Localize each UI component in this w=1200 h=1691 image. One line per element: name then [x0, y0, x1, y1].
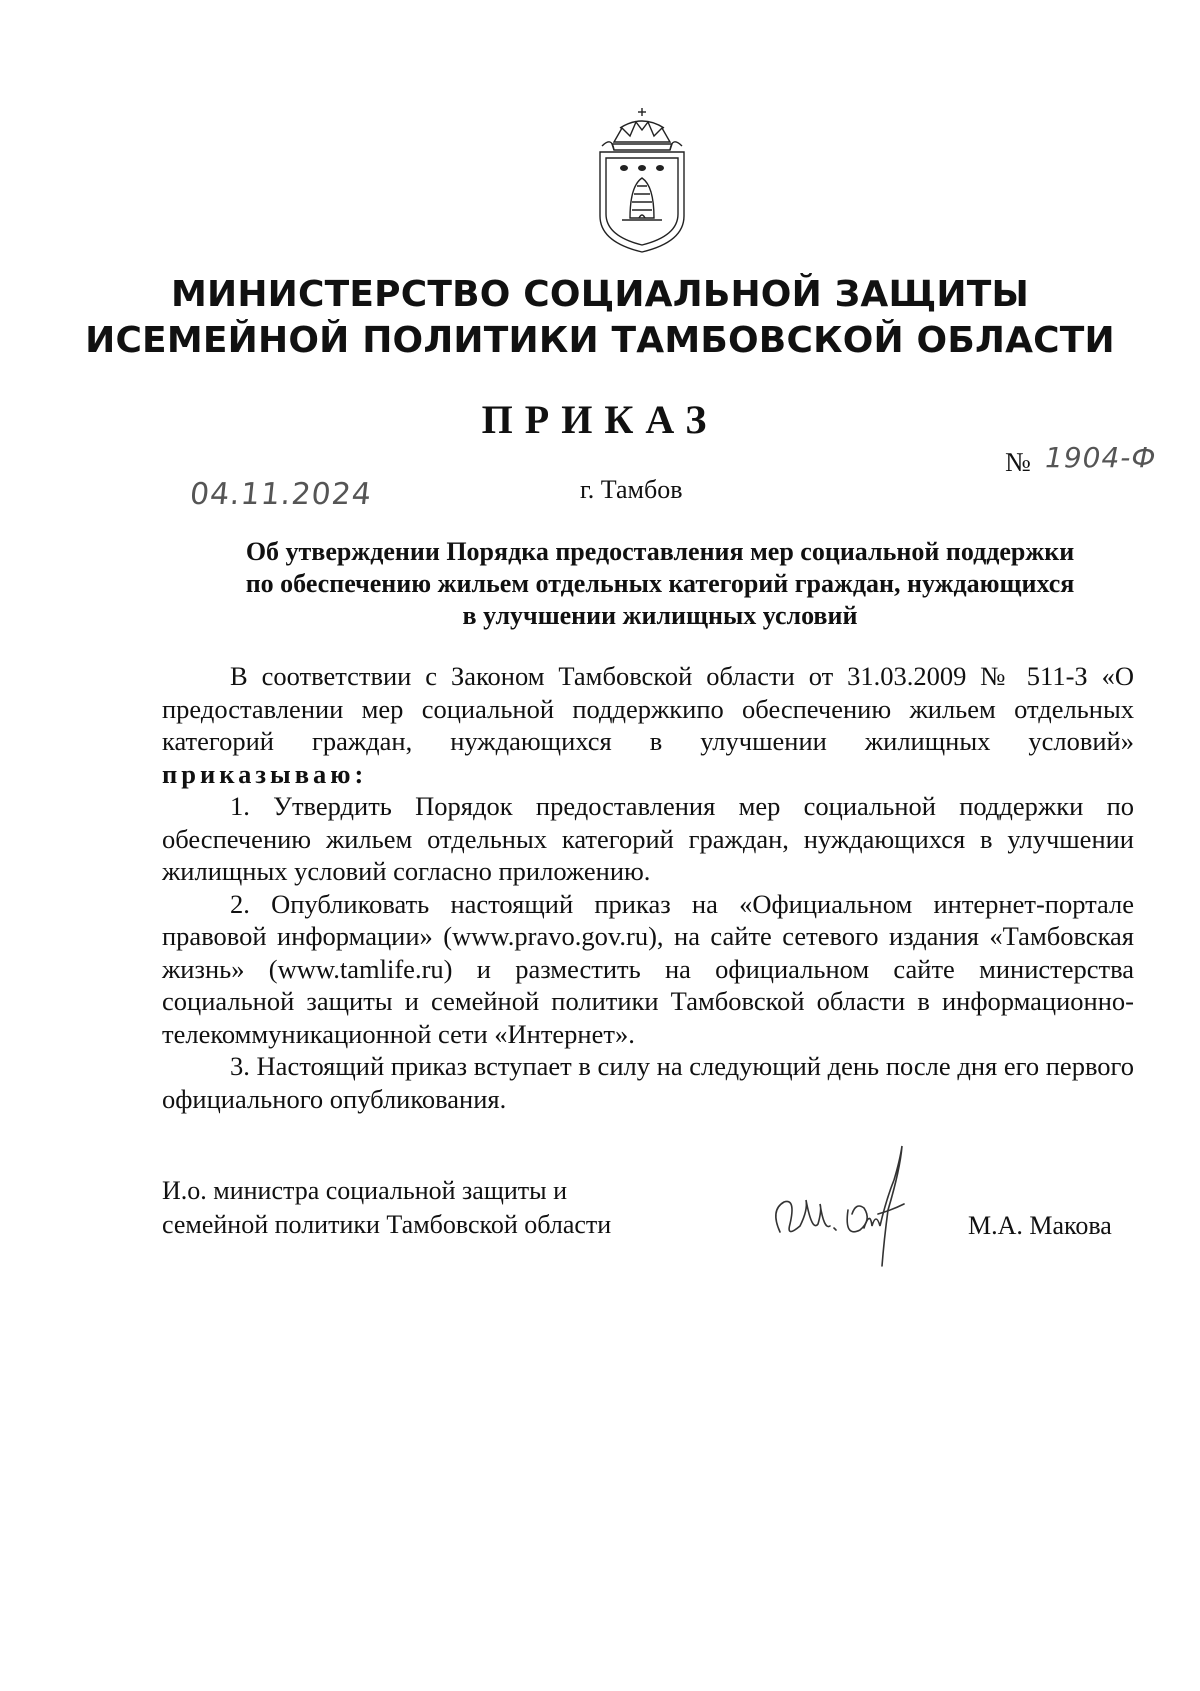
order-date: 04.11.2024 [188, 477, 374, 512]
ministry-name [0, 272, 1200, 364]
order-subject-line2: по обеспечению жильем отдельных категорий граждан, нуждающихся [245, 569, 1075, 598]
order-preamble [162, 660, 1134, 790]
order-item-2: 2. Опубликовать настоящий приказ на «Официальном интернет-портале правовой информации» (www.pravo.gov.ru), на сайте сетевого издания «Тамбовская жизнь» (www.tamlife.ru) и разместить на официальном сайте министерства социальной защиты и семейной политики Тамбовской области в информационно-телекоммуникационной сети «Интернет». [162, 888, 1134, 1049]
signatory-title-line1: И.о. министра социальной защиты и [162, 1176, 568, 1205]
preamble-text: В соответствии с Законом Тамбовской области от 31.03.2009 № 511-З «О предоставлении мер социальной поддержкипо обеспечению жильем отдельных категорий граждан, нуждающихся в улучшении жилищных условий» [162, 661, 1134, 756]
order-subject-line3: в улучшении жилищных условий [462, 601, 858, 630]
order-number-label: № [1005, 447, 1031, 477]
signatory-name: М.А. Макова [968, 1211, 1112, 1240]
coat-of-arms-icon [592, 106, 692, 254]
order-item-3: 3. Настоящий приказ вступает в силу на следующий день после дня его первого официального опубликования. [162, 1051, 1134, 1114]
signatory-title [162, 1174, 611, 1242]
handwritten-signature-icon [760, 1140, 960, 1270]
ministry-name-line1: МИНИСТЕРСТВО СОЦИАЛЬНОЙ ЗАЩИТЫ [170, 274, 1029, 315]
order-subject-line1: Об утверждении Порядка предоставления мер социальной поддержки [245, 537, 1075, 566]
document-type-title: ПРИКАЗ [481, 397, 719, 442]
order-word-punct: : [354, 758, 364, 789]
ministry-name-line2: ИСЕМЕЙНОЙ ПОЛИТИКИ ТАМБОВСКОЙ ОБЛАСТИ [85, 320, 1115, 361]
order-number-value: 1904-Ф [1045, 441, 1157, 474]
order-item-1: 1. Утвердить Порядок предоставления мер социальной поддержки по обеспечению жильем отдельных категорий граждан, нуждающихся в улучшении жилищных условий согласно приложению. [162, 791, 1134, 886]
order-word: приказываю [162, 758, 355, 789]
order-subject [190, 536, 1130, 632]
order-body [162, 660, 1134, 1115]
signatory-title-line2: семейной политики Тамбовской области [162, 1210, 612, 1239]
order-city: г. Тамбов [580, 475, 683, 504]
